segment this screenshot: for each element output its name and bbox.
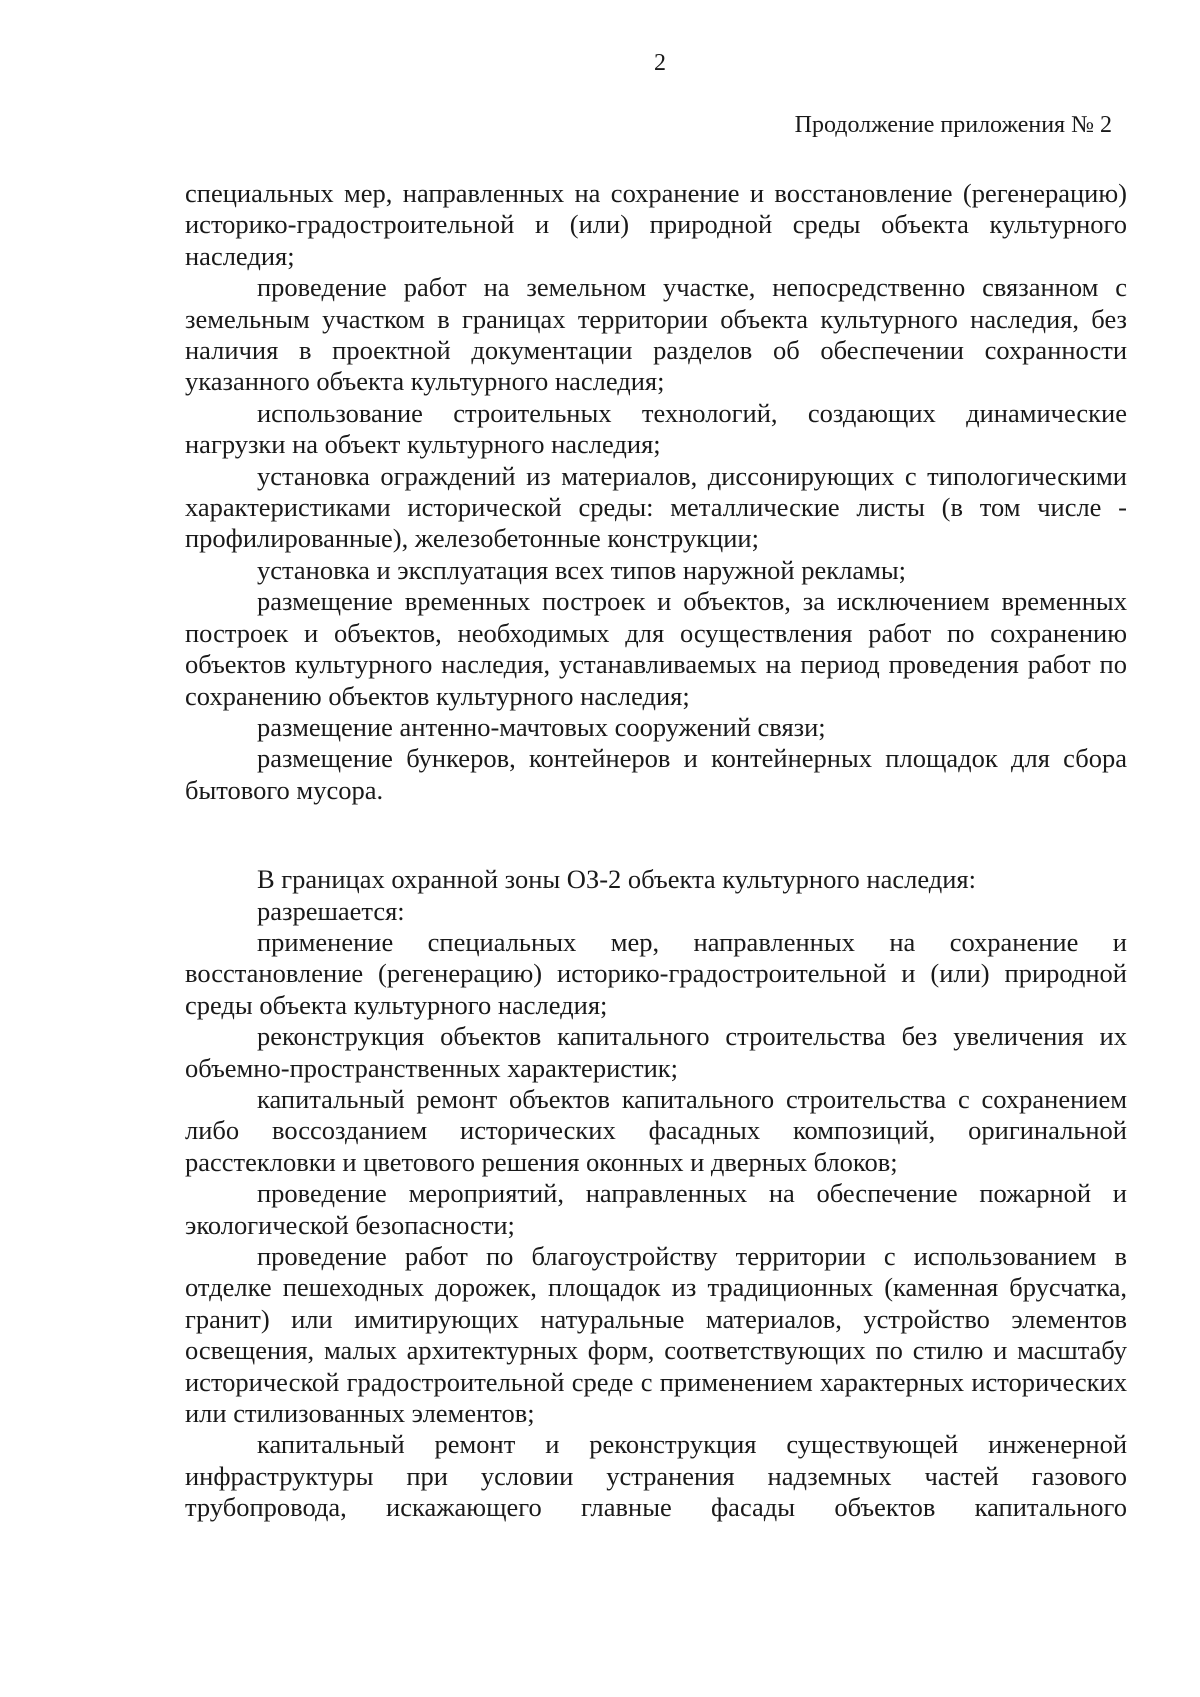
zone-heading: В границах охранной зоны ОЗ-2 объекта культурного наследия: (257, 864, 976, 895)
paragraph-prohibited-6: размещение временных построек и объектов, за исключением временных построек и объектов, необходимых для осуществления работ по сохранению объектов культурного наследия, устанавливаемых на период проведения работ по сохранению объектов культурного наследия; (185, 586, 1127, 711)
paragraph-allowed-1: применение специальных мер, направленных на сохранение и восстановление (регенерацию) историко-градостроительной и (или) природной среды объекта культурного наследия; (185, 926, 1127, 1020)
paragraph-prohibited-7: размещение антенно-мачтовых сооружений связи; (257, 711, 826, 742)
paragraph-allowed-4: проведение мероприятий, направленных на обеспечение пожарной и экологической безопасности; (185, 1178, 1127, 1240)
paragraph-prohibited-3: использование строительных технологий, создающих динамические нагрузки на объект культурного наследия; (185, 397, 1127, 460)
paragraph-allowed-6: капитальный ремонт и реконструкция существующей инженерной инфраструктуры при условии устранения надземных частей газового трубопровода, искажающего главные фасады объектов капитального (185, 1429, 1127, 1523)
document-body (185, 178, 1127, 1524)
paragraph-prohibited-5: установка и эксплуатация всех типов наружной рекламы; (257, 554, 907, 585)
paragraph-prohibited-8: размещение бункеров, контейнеров и контейнерных площадок для сбора бытового мусора. (185, 743, 1127, 805)
paragraph-prohibited-1: специальных мер, направленных на сохранение и восстановление (регенерацию) историко-градостроительной и (или) природной среды объекта культурного наследия; (185, 178, 1127, 271)
paragraph-allowed-3: капитальный ремонт объектов капитального строительства с сохранением либо воссозданием исторических фасадных композиций, оригинальной расстекловки и цветового решения оконных и дверных блоков; (185, 1083, 1127, 1177)
section-gap (185, 806, 1127, 864)
paragraph-prohibited-2: проведение работ на земельном участке, непосредственно связанном с земельным участком в границах территории объекта культурного наследия, без наличия в проектной документации разделов об обеспечении сохранности указанного объекта культурного наследия; (185, 272, 1127, 397)
paragraph-allowed-5: проведение работ по благоустройству территории с использованием в отделке пешеходных дорожек, площадок из традиционных (каменная брусчатка, гранит) или имитирующих натуральные материалов, устройство элементов освещения, малых архитектурных форм, соответствующих по стилю и масштабу исторической градостроительной среде с применением характерных исторических или стилизованных элементов; (185, 1241, 1127, 1429)
paragraph-prohibited-4: установка ограждений из материалов, диссонирующих с типологическими характеристиками исторической среды: металлические листы (в том числе - профилированные), железобетонные конструкции; (185, 460, 1127, 554)
appendix-continuation-label: Продолжение приложения № 2 (794, 112, 1112, 138)
allowed-subheading: разрешается: (257, 895, 405, 926)
page-number: 2 (654, 50, 666, 76)
paragraph-allowed-2: реконструкция объектов капитального строительства без увеличения их объемно-пространственных характеристик; (185, 1021, 1127, 1083)
